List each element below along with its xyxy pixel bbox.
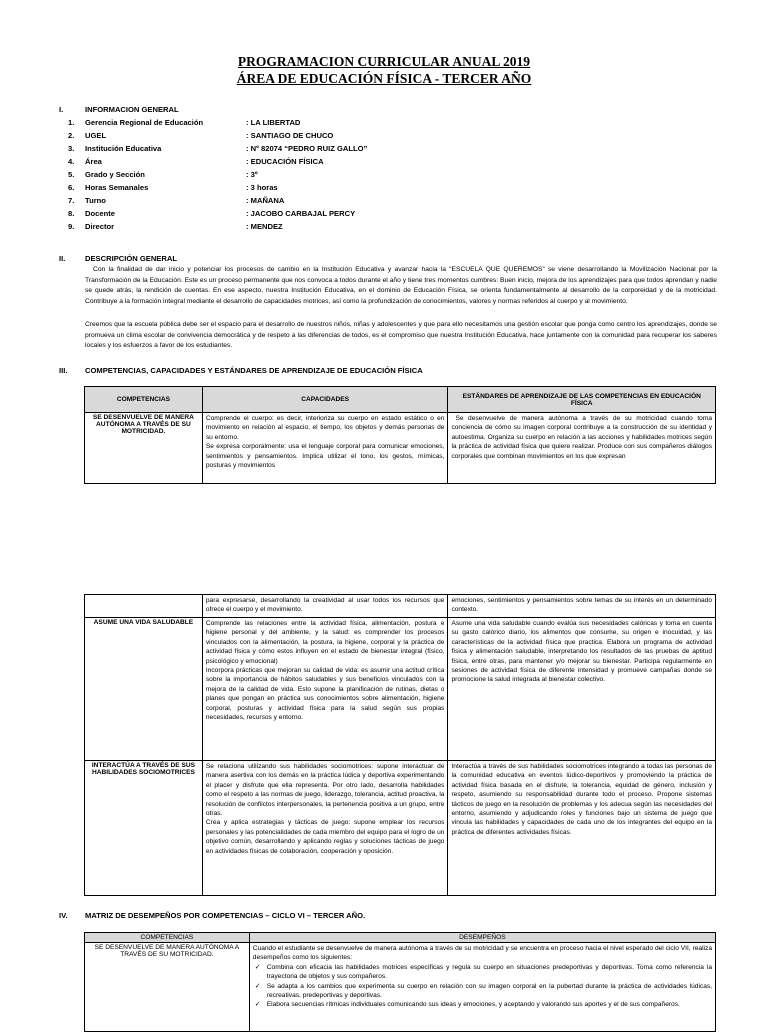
competencia-cell: ASUME UNA VIDA SALUDABLE: [85, 618, 203, 761]
info-value: : EDUCACIÓN FÍSICA: [246, 157, 324, 166]
info-row: [58, 168, 558, 181]
info-value: : 3 horas: [246, 183, 278, 192]
info-row: [58, 142, 558, 155]
desempenos-list: [253, 963, 712, 1010]
estandar-text: emociones, sentimientos y pensamientos sobre temas de su interés en un determinado contexto.: [451, 597, 712, 614]
section-4-title: MATRIZ DE DESEMPEÑOS POR COMPETENCIAS – CICLO VI – TERCER AÑO.: [85, 911, 366, 920]
info-label: Docente: [85, 209, 115, 218]
competencia-cell: SE DESENVUELVE DE MANERA AUTÓNOMA A TRAVÉS DE SU MOTRICIDAD.: [85, 943, 250, 1032]
info-label: Turno: [85, 196, 106, 205]
info-row: [58, 194, 558, 207]
info-value: : Nº 82074 “PEDRO RUIZ GALLO”: [246, 144, 368, 153]
info-value: : JACOBO CARBAJAL PERCY: [246, 209, 356, 218]
info-row: [58, 181, 558, 194]
capacidad-text: Incorpora prácticas que mejoran su calidad de vida: es asumir una actitud crítica sobre la importancia de hábitos saludables y sus beneficios vinculados con la mejora de la calidad de vida. Esto supone la planificación de rutinas, dietas o planes que pongan en práctica sus conocimientos sobre alimentación, higiene corporal, posturas y actividad física para la salud según sus propias necesidades, recursos y entorno.: [205, 667, 445, 722]
section-3-number: III.: [59, 366, 68, 375]
capacidad-text: para expresarse, desarrollando la creatividad al usar todos los recursos que ofrece el cuerpo y el movimiento.: [205, 597, 445, 614]
header-competencias: COMPETENCIAS: [85, 933, 250, 943]
info-label: Gerencia Regional de Educación: [85, 118, 204, 127]
description-paragraph-1: Con la finalidad de dar inicio y potenciar los procesos de cambio en la Institución Educativa y avanzar hacia la “ESCUELA QUE QUEREMOS” se viene desarrollando la Movilización Nacional por la Transformación de la Educación. Este es un proceso permanente que nos convoca a todos durante el año y tiene tres momentos cumbres: Buen inicio, mejora de los aprendizajes para que todos aprendan y nadie se quede atrás, la rendición de cuentas. En ese aspecto, nuestra Institución Educativa, en el dominio de Educación Física, se orienta fundamentalmente al desarrollo de la corporeidad y de la motricidad. Contribuye a la formación integral mediante el desarrollo de capacidades motrices, así como la profundización de conocimientos, valores y normas referidos al cuerpo y al movimiento.: [85, 266, 717, 306]
info-label: UGEL: [85, 131, 107, 140]
header-desempenos: DESEMPEÑOS: [249, 933, 715, 943]
info-label: Institución Educativa: [85, 144, 162, 153]
info-number: 5.: [68, 170, 75, 179]
document-subtitle: ÁREA DE EDUCACIÓN FÍSICA - TERCER AÑO: [236, 71, 532, 86]
section-4-heading: [59, 911, 366, 920]
header-estandares: ESTÁNDARES DE APRENDIZAJE DE LAS COMPETENCIAS EN EDUCACIÓN FÍSICA: [448, 387, 716, 413]
section-3-heading: [59, 366, 423, 375]
estandar-text: Interactúa a través de sus habilidades sociomotrices integrando a todas las personas de la comunidad educativa en eventos lúdico-deportivos y promoviendo la práctica de actividad física basada en el disfrute, la tolerancia, equidad de género, inclusión y respeto, asumiendo su responsabilidad durante todo el proceso. Propone sistemas tácticos de juego en la resolución de problemas y los adecua según las necesidades del entorno, asumiendo y adjudicando roles y funciones bajo un sistema de juego que vincula las habilidades y capacidades de cada uno de los integrantes del equipo en la práctica de diferentes actividades físicas.: [451, 763, 712, 836]
info-value: : LA LIBERTAD: [246, 118, 301, 127]
competencia-cell-empty: [85, 595, 203, 618]
desempenos-intro: Cuando el estudiante se desenvuelve de manera autónoma a través de su motricidad y se encuentra en proceso hacia el nivel esperado del ciclo VII, realiza desempeños como los siguientes:: [252, 945, 712, 962]
section-1-heading: [59, 105, 179, 114]
info-number: 9.: [68, 222, 75, 231]
info-label: Horas Semanales: [85, 183, 149, 192]
info-row: [58, 129, 558, 142]
section-1-title: INFORMACION GENERAL: [85, 105, 179, 114]
section-3-title: COMPETENCIAS, CAPACIDADES Y ESTÁNDARES DE APRENDIZAJE DE EDUCACIÓN FÍSICA: [85, 366, 423, 375]
estandar-cell: [448, 618, 716, 761]
info-label: Grado y Sección: [85, 170, 145, 179]
capacidad-text: Se expresa corporalmente: usa el lenguaje corporal para comunicar emociones, sentimientos y pensamientos. Implica utilizar el tono, los gestos, mímicas, posturas y movimientos: [205, 443, 445, 470]
info-value: : MENDEZ: [246, 222, 283, 231]
info-label: Área: [85, 157, 102, 166]
header-capacidades: CAPACIDADES: [202, 387, 448, 413]
info-row: [58, 220, 558, 233]
document-title: PROGRAMACION CURRICULAR ANUAL 2019: [237, 54, 531, 69]
info-value: : MAÑANA: [246, 196, 285, 205]
capacidad-text: Comprende el cuerpo: es decir, interioriza su cuerpo en estado estático o en movimiento en relación al espacio, el tiempo, los objetos y demás personas de su entorno.: [205, 415, 445, 441]
section-2-number: II.: [59, 254, 66, 263]
capacidades-cell: [202, 618, 448, 761]
estandar-cell: [448, 595, 716, 618]
capacidad-text: Se relaciona utilizando sus habilidades sociomotrices: supone interactuar de manera asertiva con los demás en la práctica lúdica y deportiva experimentando el placer y disfrute que ella representa. Por otro lado, desarrolla habilidades como el respeto a las normas de juego, liderazgo, tolerancia, actitud proactiva, la resolución de conflictos interpersonales, la pertenencia positiva a un grupo, entre otras.: [205, 763, 445, 818]
competencia-cell: SE DESENVUELVE DE MANERA AUTÓNOMA A TRAVÉS DE SU MOTRICIDAD.: [85, 413, 203, 484]
capacidades-cell: [202, 761, 448, 896]
info-number: 7.: [68, 196, 75, 205]
list-item: ✓ Se adapta a los cambios que experimenta su cuerpo en relación con su imagen corporal en la pubertad durante la práctica de actividades lúdicas, recreativas, predeportivas y deportivas.: [253, 982, 712, 1001]
info-number: 3.: [68, 144, 75, 153]
section-2-heading: [59, 254, 177, 263]
info-row: [58, 207, 558, 220]
info-row: [58, 116, 558, 129]
list-item: ✓ Combina con eficacia las habilidades motrices específicas y regula su cuerpo en situaciones predeportivas y deportivas. Toma como referencia la trayectoria de objetos y sus compañeros.: [253, 963, 712, 982]
capacidad-text: Crea y aplica estrategias y tácticas de juego: supone emplear los recursos personales y las potencialidades de cada miembro del equipo para el logro de un objetivo común, desarrollando y aplicando reglas y soluciones tácticas de juego en actividades físicas de colaboración, cooperación y oposición.: [205, 819, 445, 855]
section-1-number: I.: [59, 105, 64, 114]
desempenos-cell: [249, 943, 715, 1032]
estandar-text: Se desenvuelve de manera autónoma a través de su motricidad cuando toma conciencia de cómo su imagen corporal contribuye a la construcción de su identidad y autoestima. Organiza su cuerpo en relación a las acciones y habilidades motrices según la práctica de actividad física que quiere realizar. Produce con sus compañeros diálogos corporales que combinan movimientos en los que expresan: [451, 415, 712, 460]
info-number: 2.: [68, 131, 75, 140]
section-4-number: IV.: [59, 911, 68, 920]
info-value: : SANTIAGO DE CHUCO: [246, 131, 334, 140]
info-label: Director: [85, 222, 115, 231]
list-item: ✓ Elabora secuencias rítmicas individuales comunicando sus ideas y emociones, y aceptando y valorando sus aportes y el de sus compañeros.: [253, 1000, 712, 1009]
section-2-title: DESCRIPCIÓN GENERAL: [85, 254, 177, 263]
estandar-text: Asume una vida saludable cuando evalúa sus necesidades calóricas y toma en cuenta su gasto calórico diario, los alimentos que consume, su origen e inocuidad, y las características de la actividad física que practica. Elabora un programa de actividad física y alimentación saludable, interpretando los resultados de las pruebas de aptitud física, entre otras, para mantener y/o mejorar su bienestar. Participa regularmente en sesiones de actividad física de diferente intensidad y promueve campañas donde se promocione la salud integrada al bienestar colectivo.: [451, 620, 712, 684]
performance-matrix-table: [84, 932, 716, 1032]
capacidades-cell: [202, 413, 448, 484]
estandar-cell: [448, 413, 716, 484]
info-number: 4.: [68, 157, 75, 166]
estandar-cell: [448, 761, 716, 896]
competencies-table: [84, 386, 716, 484]
info-row: [58, 155, 558, 168]
capacidades-cell: [202, 595, 448, 618]
info-number: 6.: [68, 183, 75, 192]
competencia-cell: INTERACTÚA A TRAVÉS DE SUS HABILIDADES SOCIOMOTRICES: [85, 761, 203, 896]
header-competencias: COMPETENCIAS: [85, 387, 203, 413]
info-number: 1.: [68, 118, 75, 127]
info-value: : 3º: [246, 170, 258, 179]
info-number: 8.: [68, 209, 75, 218]
description-paragraph-2: Creemos que la escuela pública debe ser el espacio para el desarrollo de nuestros niños, niñas y adolescentes y que para ello necesitamos una gestión escolar que ponga como centro los aprendizajes, donde se promueva un clima escolar de convivencia democrática y de respeto a las diferencias de todos, es el compromiso que nuestra Institución Educativa, hace juntamente con la comunidad para recuperar los saberes locales y los esfuerzos a favor de los estudiantes.: [85, 321, 717, 350]
competencies-table-continued: [84, 594, 716, 896]
capacidad-text: Comprende las relaciones entre la actividad física, alimentación, postura e higiene personal y del ambiente, y la salud: es comprender los procesos vinculados con la alimentación, la postura, la higiene, corporal y la práctica de actividad física y cómo estos influyen en el estado de bienestar integral (físico, psicológico y emocional): [205, 620, 445, 665]
